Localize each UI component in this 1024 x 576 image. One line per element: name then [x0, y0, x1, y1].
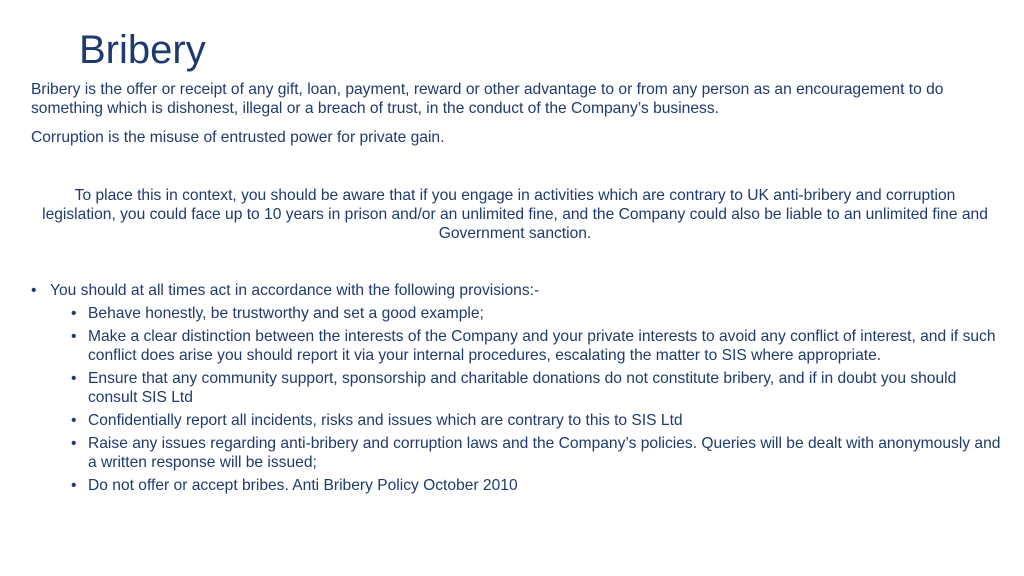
list-item [50, 327, 1001, 365]
bullet-icon: • [71, 412, 77, 429]
bullet-icon: • [71, 370, 77, 387]
list-item-text: Make a clear distinction between the interests of the Company and your private interests to avoid any conflict of interest, and if such conflict does arise you should report it via your internal procedures, escalating the matter to SIS where appropriate. [88, 328, 996, 364]
provisions-list [31, 281, 1001, 499]
corruption-definition: Corruption is the misuse of entrusted power for private gain. [31, 129, 445, 146]
slide-title: Bribery [79, 28, 206, 72]
list-item-text: Behave honestly, be trustworthy and set a good example; [88, 305, 484, 322]
bullet-icon: • [31, 282, 37, 299]
list-item [50, 476, 1001, 495]
list-item-text: Confidentially report all incidents, risks and issues which are contrary to this to SIS Ltd [88, 412, 683, 429]
bribery-definition: Bribery is the offer or receipt of any gift, loan, payment, reward or other advantage to or from any person as an encouragement to do something which is dishonest, illegal or a breach of trust, in the conduct of the Company’s business. [31, 81, 944, 117]
list-item-text: Ensure that any community support, sponsorship and charitable donations do not constitute bribery, and if in doubt you should consult SIS Ltd [88, 370, 957, 406]
provisions-intro-item [31, 281, 1001, 495]
provisions-sublist [50, 304, 1001, 495]
list-item [50, 411, 1001, 430]
list-item-text: Do not offer or accept bribes. Anti Bribery Policy October 2010 [88, 477, 518, 494]
bullet-icon: • [71, 305, 77, 322]
provisions-intro: You should at all times act in accordance with the following provisions:- [50, 282, 540, 299]
list-item-text: Raise any issues regarding anti-bribery and corruption laws and the Company’s policies. Queries will be dealt with anonymously and a written response will be issued; [88, 435, 1001, 471]
bullet-icon: • [71, 477, 77, 494]
list-item [50, 434, 1001, 472]
list-item [50, 369, 1001, 407]
context-paragraph: To place this in context, you should be aware that if you engage in activities which are contrary to UK anti-bribery and corruption legislation, you could face up to 10 years in prison and/or an unlimited fine, and the Company could also be liable to an unlimited fine and Government sanction. [42, 187, 988, 242]
bullet-icon: • [71, 435, 77, 452]
bullet-icon: • [71, 328, 77, 345]
list-item [50, 304, 1001, 323]
